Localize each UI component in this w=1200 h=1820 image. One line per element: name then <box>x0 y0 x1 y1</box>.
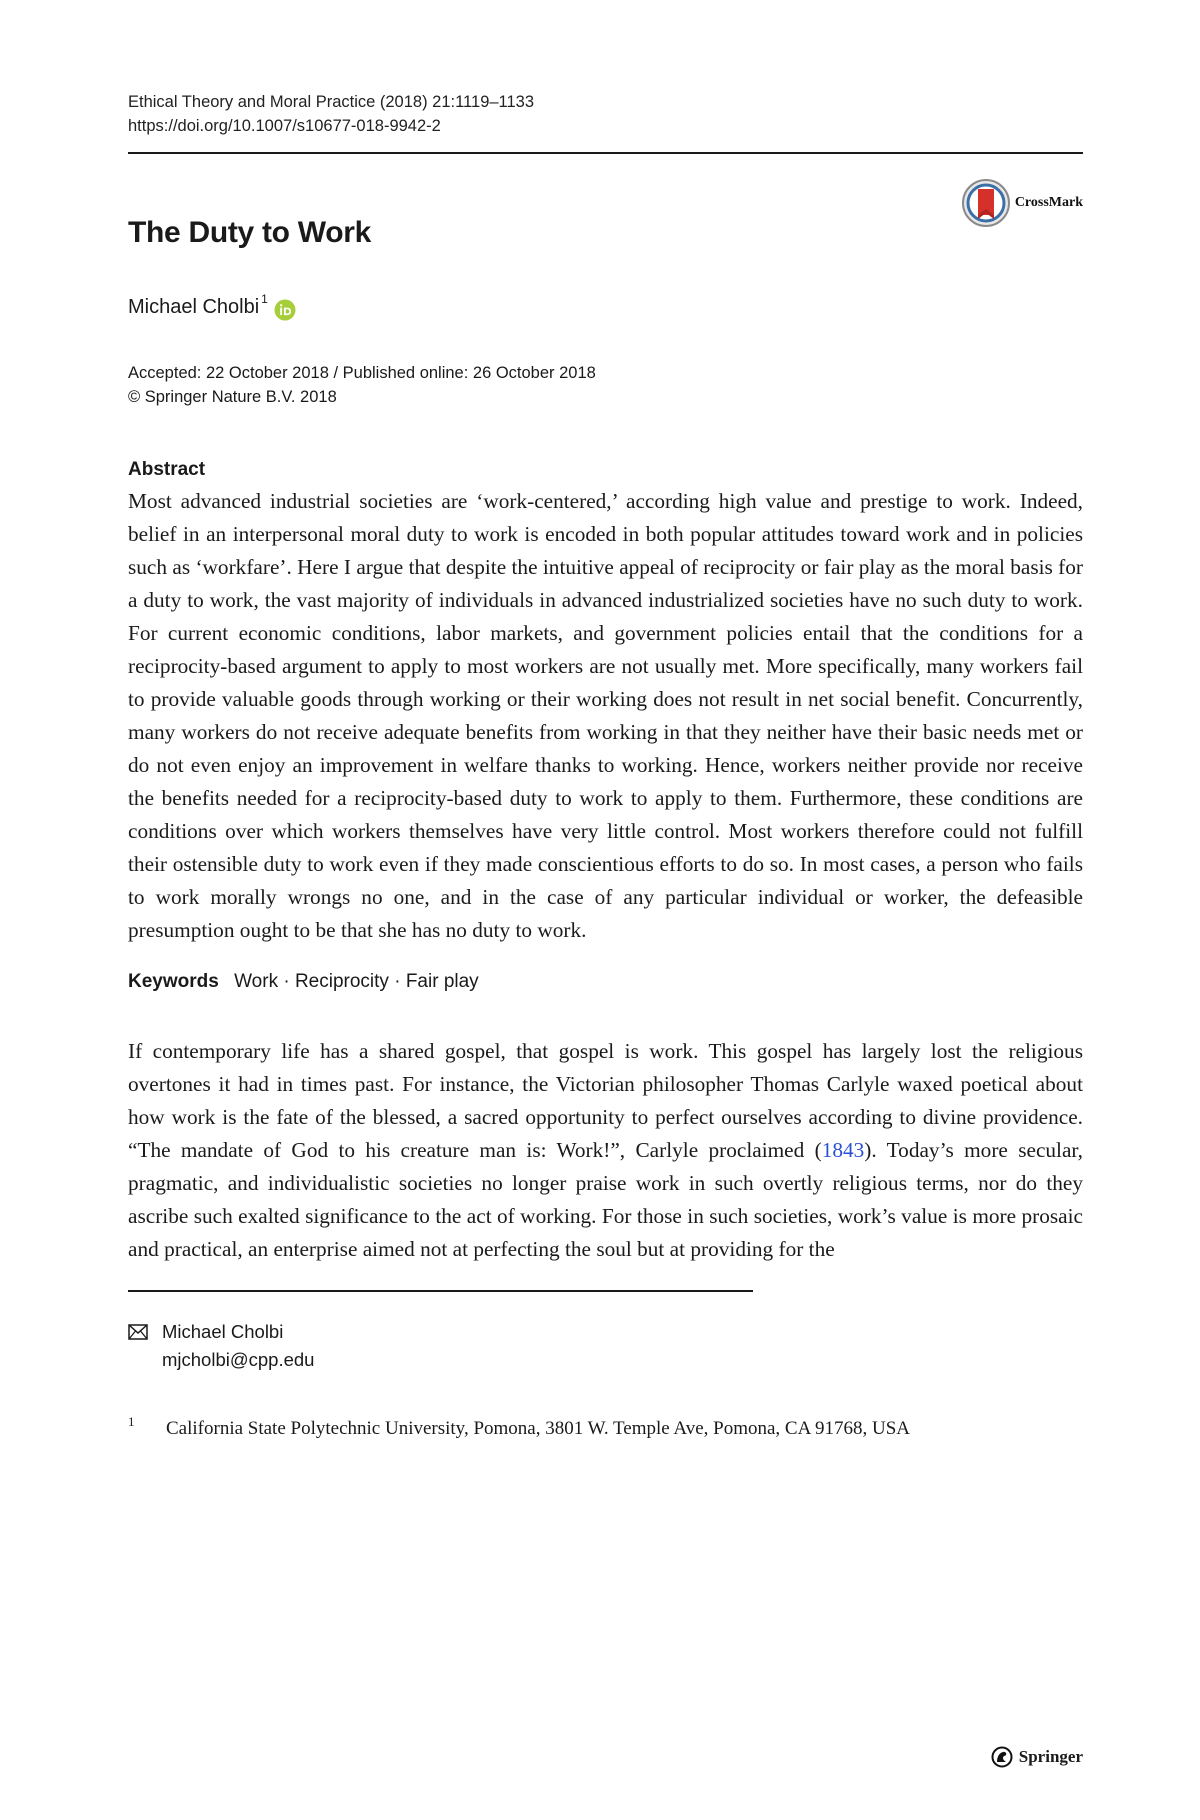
doi-link[interactable]: https://doi.org/10.1007/s10677-018-9942-2 <box>128 117 441 135</box>
keywords-label: Keywords <box>128 971 219 992</box>
springer-name: Springer <box>1018 1747 1083 1766</box>
affiliation-number: 1 <box>128 1414 135 1429</box>
citation-link[interactable]: 1843 <box>821 1138 865 1162</box>
abstract-heading: Abstract <box>128 459 206 480</box>
copyright-notice: © Springer Nature B.V. 2018 <box>128 388 337 406</box>
footnote-divider <box>128 1290 753 1292</box>
crossmark-label: CrossMark <box>1014 195 1083 210</box>
author-name[interactable]: Michael Cholbi <box>128 296 260 318</box>
springer-horse-icon <box>991 1746 1013 1768</box>
publication-dates <box>128 361 1083 409</box>
correspondence-email[interactable]: mjcholbi@cpp.edu <box>162 1349 315 1370</box>
body-paragraph <box>128 1035 1083 1266</box>
affiliation-footnote <box>128 1414 1083 1440</box>
author-line <box>128 292 1083 321</box>
affiliation-text: California State Polytechnic University, Pomona, 3801 W. Temple Ave, Pomona, CA 91768, USA <box>166 1418 911 1439</box>
orcid-icon[interactable] <box>274 299 296 321</box>
article-title: The Duty to Work <box>128 216 371 249</box>
accepted-published-dates: Accepted: 22 October 2018 / Published online: 26 October 2018 <box>128 364 596 382</box>
correspondence-block <box>128 1318 1083 1374</box>
body-text-part2: ). Today’s more secular, pragmatic, and individualistic societies no longer praise work in such overtly religious terms, nor do they ascribe such exalted significance to the act of working. For those in such societies, work’s value is more prosaic and practical, an enterprise aimed not at perfecting the soul but at providing for the <box>128 1138 1083 1261</box>
header-divider <box>128 152 1083 154</box>
author-affiliation-mark: 1 <box>261 292 268 306</box>
abstract-text: Most advanced industrial societies are ‘work-centered,’ according high value and prestige to work. Indeed, belief in an interpersonal moral duty to work is encoded in both popular attitudes toward work and in policies such as ‘workfare’. Here I argue that despite the intuitive appeal of reciprocity or fair play as the moral basis for a duty to work, the vast majority of individuals in advanced industrialized societies have no such duty to work. For current economic conditions, labor markets, and government policies entail that the conditions for a reciprocity-based argument to apply to most workers are not usually met. More specifically, many workers fail to provide valuable goods through working or their working does not result in net social benefit. Concurrently, many workers do not receive adequate benefits from working in that they neither have their basic needs met or do not even enjoy an improvement in welfare thanks to working. Hence, workers neither provide nor receive the benefits needed for a reciprocity-based duty to work to apply to them. Furthermore, these conditions are conditions over which workers themselves have very little control. Most workers therefore could not fulfill their ostensible duty to work even if they made conscientious efforts to do so. In most cases, a person who fails to work morally wrongs no one, and in the case of any particular individual or worker, the defeasible presumption ought to be that she has no duty to work. <box>128 489 1083 942</box>
correspondence-name: Michael Cholbi <box>162 1321 284 1342</box>
keywords-line <box>128 971 1083 993</box>
crossmark-icon <box>961 178 1011 228</box>
paper-page <box>128 90 1083 1766</box>
envelope-icon <box>128 1324 148 1340</box>
body-text-part1: If contemporary life has a shared gospel, that gospel is work. This gospel has largely lost the religious overtones it had in times past. For instance, the Victorian philosopher Thomas Carlyle waxed poetical about how work is the fate of the blessed, a sacred opportunity to perfect ourselves according to divine providence. “The mandate of God to his creature man is: Work!”, Carlyle proclaimed ( <box>128 1039 1083 1162</box>
crossmark-badge[interactable] <box>961 178 1083 228</box>
springer-logo <box>991 1746 1083 1768</box>
keywords-list: Work · Reciprocity · Fair play <box>234 971 479 992</box>
journal-citation: Ethical Theory and Moral Practice (2018) 21:1119–1133 <box>128 93 535 111</box>
